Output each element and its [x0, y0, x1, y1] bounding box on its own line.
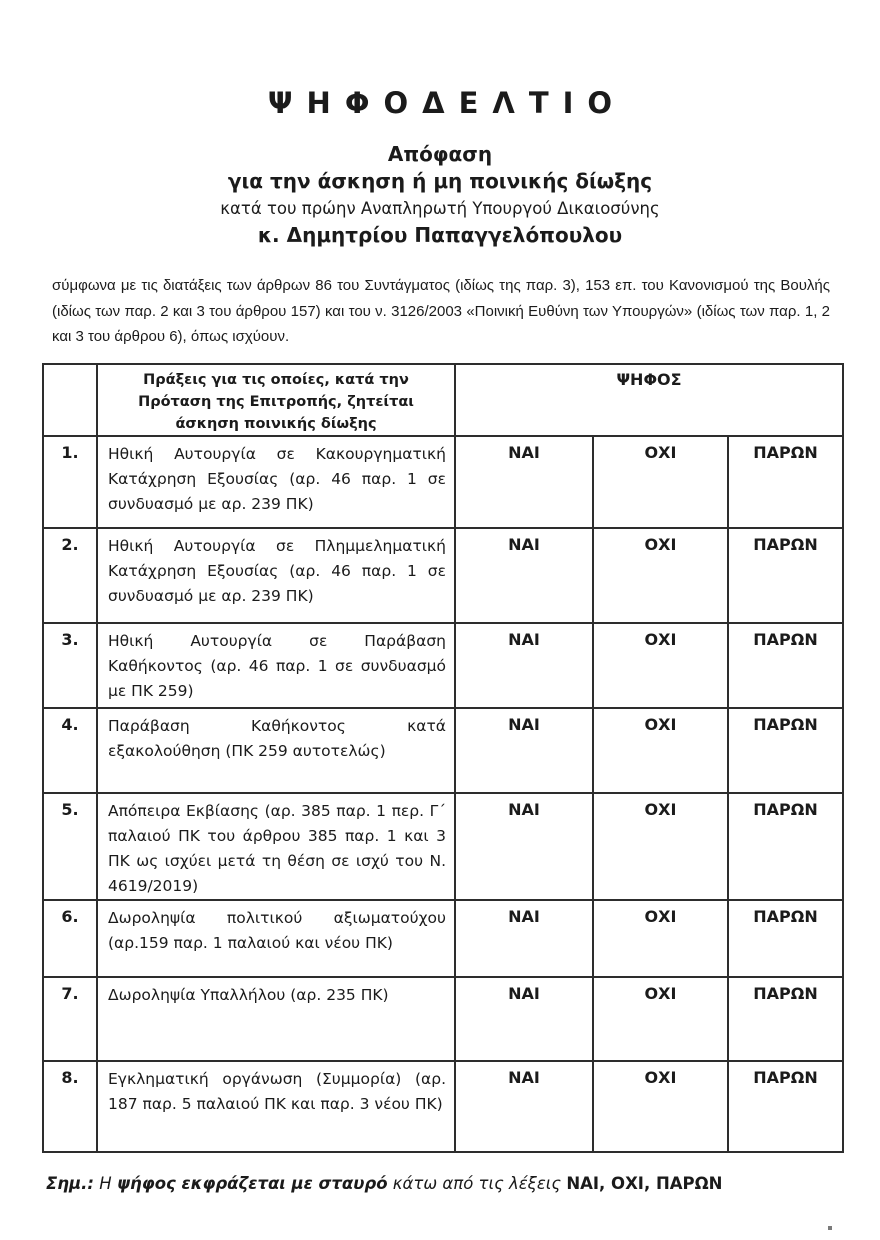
vote-option-nai: ΝΑΙ: [455, 977, 593, 1061]
table-row: [43, 708, 843, 793]
vote-option-nai: ΝΑΙ: [455, 1061, 593, 1152]
vote-option-nai: ΝΑΙ: [455, 436, 593, 528]
vote-option-oxi: ΟΧΙ: [593, 436, 728, 528]
row-number: 8.: [43, 1061, 97, 1152]
row-number: 3.: [43, 623, 97, 708]
heading-person-name: κ. Δημητρίου Παπαγγελόπουλου: [257, 223, 623, 247]
footnote-text-pre: Η: [94, 1173, 117, 1193]
ballot-title: ΨΗΦΟΔΕΛΤΙΟ: [267, 86, 627, 120]
vote-option-paron: ΠΑΡΩΝ: [728, 623, 843, 708]
act-description: Ηθική Αυτουργία σε Πλημμεληματική Κατάχρηση Εξουσίας (αρ. 46 παρ. 1 σε συνδυασμό με αρ. 239 ΠΚ): [97, 528, 455, 623]
footnote: [46, 1172, 840, 1196]
table-row: [43, 793, 843, 900]
footnote-vote-words: ΝΑΙ, ΟΧΙ, ΠΑΡΩΝ: [566, 1173, 723, 1193]
footnote-text-mid: κάτω από τις λέξεις: [387, 1173, 567, 1193]
heading-decision: Απόφαση: [387, 142, 493, 166]
vote-option-paron: ΠΑΡΩΝ: [728, 977, 843, 1061]
row-number: 4.: [43, 708, 97, 793]
voting-table: [42, 363, 844, 1153]
vote-option-nai: ΝΑΙ: [455, 900, 593, 977]
vote-option-oxi: ΟΧΙ: [593, 708, 728, 793]
vote-option-oxi: ΟΧΙ: [593, 900, 728, 977]
heading-subject: για την άσκηση ή μη ποινικής δίωξης: [227, 169, 653, 193]
footnote-emphasis: ψήφος εκφράζεται με σταυρό: [116, 1173, 388, 1193]
vote-column-header: ΨΗΦΟΣ: [455, 364, 843, 436]
vote-option-paron: ΠΑΡΩΝ: [728, 900, 843, 977]
vote-option-paron: ΠΑΡΩΝ: [728, 793, 843, 900]
row-number: 2.: [43, 528, 97, 623]
table-row: [43, 528, 843, 623]
act-description: Ηθική Αυτουργία σε Παράβαση Καθήκοντος (αρ. 46 παρ. 1 σε συνδυασμό με ΠΚ 259): [97, 623, 455, 708]
footnote-label: Σημ.:: [46, 1173, 95, 1193]
row-number: 5.: [43, 793, 97, 900]
scan-artifact-dot: [828, 1226, 832, 1230]
table-row: [43, 623, 843, 708]
vote-option-paron: ΠΑΡΩΝ: [728, 528, 843, 623]
table-header-row: [43, 364, 843, 436]
act-description: Δωροληψία πολιτικού αξιωματούχου (αρ.159 παρ. 1 παλαιού και νέου ΠΚ): [97, 900, 455, 977]
heading-against: κατά του πρώην Αναπληρωτή Υπουργού Δικαιοσύνης: [220, 199, 660, 218]
row-number: 6.: [43, 900, 97, 977]
row-number: 7.: [43, 977, 97, 1061]
vote-option-nai: ΝΑΙ: [455, 528, 593, 623]
act-description: Παράβαση Καθήκοντος κατά εξακολούθηση (ΠΚ 259 αυτοτελώς): [97, 708, 455, 793]
act-description: Εγκληματική οργάνωση (Συμμορία) (αρ. 187 παρ. 5 παλαιού ΠΚ και παρ. 3 νέου ΠΚ): [97, 1061, 455, 1152]
vote-option-paron: ΠΑΡΩΝ: [728, 436, 843, 528]
vote-option-paron: ΠΑΡΩΝ: [728, 708, 843, 793]
table-row: [43, 436, 843, 528]
act-description: Ηθική Αυτουργία σε Κακουργηματική Κατάχρηση Εξουσίας (αρ. 46 παρ. 1 σε συνδυασμό με αρ. 239 ΠΚ): [97, 436, 455, 528]
legal-basis-paragraph: σύμφωνα με τις διατάξεις των άρθρων 86 του Συντάγματος (ιδίως της παρ. 3), 153 επ. του Κανονισμού της Βουλής (ιδίως των παρ. 2 και 3 του άρθρου 157) και του ν. 3126/2003 «Ποινική Ευθύνη των Υπουργών» (ιδίως των παρ. 1, 2 και 3 του άρθρου 6), όπως ισχύουν.: [52, 277, 830, 345]
vote-option-oxi: ΟΧΙ: [593, 793, 728, 900]
act-description: Δωροληψία Υπαλλήλου (αρ. 235 ΠΚ): [97, 977, 455, 1061]
number-column-header: [43, 364, 97, 436]
vote-option-oxi: ΟΧΙ: [593, 977, 728, 1061]
vote-option-nai: ΝΑΙ: [455, 793, 593, 900]
vote-option-oxi: ΟΧΙ: [593, 528, 728, 623]
table-row: [43, 977, 843, 1061]
act-description: Απόπειρα Εκβίασης (αρ. 385 παρ. 1 περ. Γ΄ παλαιού ΠΚ του άρθρου 385 παρ. 1 και 3 ΠΚ ως ισχύει μετά τη θέση σε ισχύ του Ν. 4619/2019): [97, 793, 455, 900]
table-row: [43, 1061, 843, 1152]
vote-option-paron: ΠΑΡΩΝ: [728, 1061, 843, 1152]
vote-option-nai: ΝΑΙ: [455, 623, 593, 708]
acts-column-header: Πράξεις για τις οποίες, κατά την Πρόταση της Επιτροπής, ζητείται άσκηση ποινικής δίωξης: [97, 364, 455, 436]
vote-option-nai: ΝΑΙ: [455, 708, 593, 793]
vote-option-oxi: ΟΧΙ: [593, 1061, 728, 1152]
table-row: [43, 900, 843, 977]
vote-option-oxi: ΟΧΙ: [593, 623, 728, 708]
row-number: 1.: [43, 436, 97, 528]
